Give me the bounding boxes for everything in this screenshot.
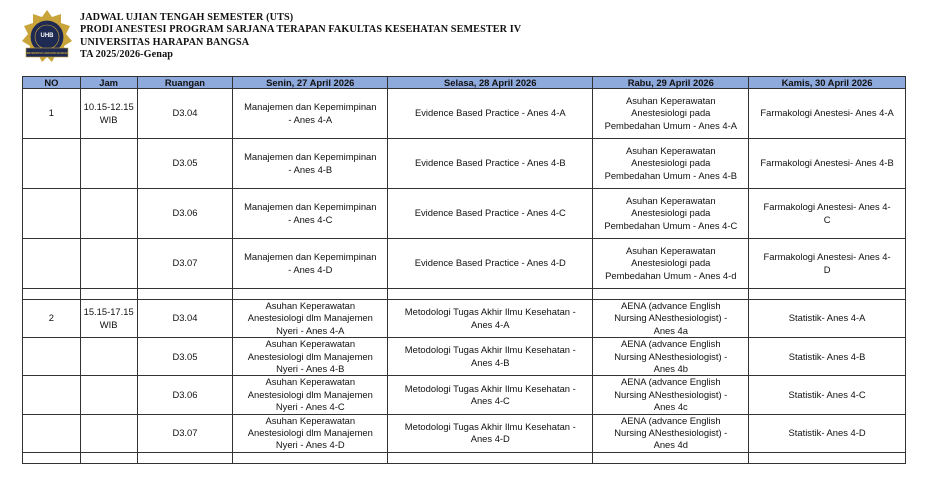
cell-text-line: Nursing ANesthesiologist) - bbox=[614, 427, 728, 439]
table-header-row bbox=[23, 77, 906, 89]
spacer-row bbox=[23, 452, 906, 463]
cell-text-line: Farmakologi Anestesi- Anes 4-B bbox=[760, 157, 894, 169]
cell-text-line: Nursing ANesthesiologist) - bbox=[614, 312, 728, 324]
cell-text-line: Anestesiologi pada bbox=[631, 107, 711, 119]
spacer-cell bbox=[388, 289, 593, 300]
cell-jam bbox=[80, 376, 137, 414]
cell-text-line: Statistik- Anes 4-D bbox=[788, 427, 866, 439]
cell-no bbox=[23, 189, 81, 239]
cell-selasa bbox=[388, 89, 593, 139]
cell-text-line: C bbox=[823, 213, 831, 225]
spacer-cell bbox=[23, 452, 81, 463]
cell-text-line: Asuhan Keperawatan bbox=[265, 338, 356, 350]
col-header-rabu: Rabu, 29 April 2026 bbox=[593, 77, 749, 89]
cell-text-line: Statistik- Anes 4-C bbox=[788, 388, 866, 400]
cell-text-line: Anestesiologi dlm Manajemen bbox=[247, 427, 373, 439]
cell-text-line: Nyeri - Anes 4-D bbox=[275, 439, 345, 451]
cell-text-line: D bbox=[823, 263, 831, 275]
cell-text-line: Metodologi Tugas Akhir Ilmu Kesehatan - bbox=[404, 344, 576, 356]
col-header-jam: Jam bbox=[80, 77, 137, 89]
spacer-cell bbox=[233, 289, 388, 300]
col-header-ruangan: Ruangan bbox=[137, 77, 233, 89]
cell-selasa bbox=[388, 414, 593, 452]
cell-no bbox=[23, 376, 81, 414]
cell-text-line: Evidence Based Practice - Anes 4-C bbox=[414, 207, 566, 219]
cell-text-line: - Anes 4-A bbox=[288, 113, 333, 125]
spacer-row bbox=[23, 289, 906, 300]
cell-text-line: AENA (advance English bbox=[621, 300, 721, 311]
spacer-cell bbox=[233, 452, 388, 463]
cell-selasa bbox=[388, 189, 593, 239]
cell-senin bbox=[233, 239, 388, 289]
cell-rabu bbox=[593, 239, 749, 289]
cell-senin bbox=[233, 89, 388, 139]
table-row bbox=[23, 338, 906, 376]
cell-text-line: Asuhan Keperawatan bbox=[625, 144, 716, 156]
cell-kamis bbox=[749, 89, 906, 139]
cell-jam: 15.15-17.15 WIB bbox=[80, 300, 137, 338]
cell-senin bbox=[233, 189, 388, 239]
cell-selasa bbox=[388, 338, 593, 376]
spacer-cell bbox=[593, 289, 749, 300]
spacer-cell bbox=[80, 452, 137, 463]
cell-text-line: AENA (advance English bbox=[621, 338, 721, 350]
cell-text-line: Manajemen dan Kepemimpinan bbox=[244, 101, 377, 113]
cell-kamis bbox=[749, 189, 906, 239]
cell-text-line: - Anes 4-B bbox=[288, 163, 333, 175]
cell-senin bbox=[233, 139, 388, 189]
cell-selasa bbox=[388, 239, 593, 289]
cell-text-line: Pembedahan Umum - Anes 4-C bbox=[604, 219, 738, 231]
cell-text-line: Asuhan Keperawatan bbox=[625, 194, 716, 206]
university-logo bbox=[22, 10, 72, 66]
cell-text-line: Statistik- Anes 4-A bbox=[788, 312, 866, 324]
col-header-selasa: Selasa, 28 April 2026 bbox=[388, 77, 593, 89]
cell-ruangan: D3.04 bbox=[137, 300, 233, 338]
table-row bbox=[23, 89, 906, 139]
cell-rabu bbox=[593, 89, 749, 139]
cell-text-line: Anes 4-C bbox=[470, 395, 510, 407]
cell-text-line: Anestesiologi dlm Manajemen bbox=[247, 388, 373, 400]
cell-jam bbox=[80, 414, 137, 452]
header-program: PRODI ANESTESI PROGRAM SARJANA TERAPAN FAKULTAS KESEHATAN SEMESTER IV bbox=[80, 24, 522, 36]
cell-text-line: - Anes 4-C bbox=[288, 213, 333, 225]
cell-jam bbox=[80, 338, 137, 376]
cell-text-line: AENA (advance English bbox=[621, 376, 721, 388]
cell-text-line: Pembedahan Umum - Anes 4-d bbox=[605, 269, 737, 281]
cell-kamis bbox=[749, 300, 906, 338]
cell-ruangan: D3.04 bbox=[137, 89, 233, 139]
cell-senin bbox=[233, 376, 388, 414]
table-row bbox=[23, 300, 906, 338]
cell-text-line: Anes 4c bbox=[653, 401, 688, 413]
cell-ruangan: D3.05 bbox=[137, 338, 233, 376]
table-row bbox=[23, 189, 906, 239]
cell-text-line: Anes 4d bbox=[653, 439, 688, 451]
cell-text-line: Pembedahan Umum - Anes 4-B bbox=[604, 169, 737, 181]
cell-text-line: Nursing ANesthesiologist) - bbox=[614, 388, 728, 400]
cell-selasa bbox=[388, 376, 593, 414]
cell-text-line: AENA (advance English bbox=[621, 414, 721, 426]
cell-selasa bbox=[388, 139, 593, 189]
cell-kamis bbox=[749, 338, 906, 376]
table-row bbox=[23, 376, 906, 414]
cell-text-line: Asuhan Keperawatan bbox=[265, 300, 356, 311]
cell-text-line: Anes 4a bbox=[653, 324, 688, 336]
spacer-cell bbox=[593, 452, 749, 463]
cell-rabu bbox=[593, 300, 749, 338]
cell-text-line: Farmakologi Anestesi- Anes 4- bbox=[763, 201, 891, 213]
spacer-cell bbox=[749, 452, 906, 463]
cell-ruangan: D3.06 bbox=[137, 376, 233, 414]
cell-text-line: Anestesiologi pada bbox=[631, 207, 711, 219]
cell-text-line: Asuhan Keperawatan bbox=[265, 376, 356, 388]
cell-text-line: Metodologi Tugas Akhir Ilmu Kesehatan - bbox=[404, 382, 576, 394]
cell-text-line: Anes 4-A bbox=[470, 318, 510, 330]
cell-jam bbox=[80, 139, 137, 189]
cell-no bbox=[23, 338, 81, 376]
cell-kamis bbox=[749, 239, 906, 289]
cell-kamis bbox=[749, 414, 906, 452]
cell-text-line: Manajemen dan Kepemimpinan bbox=[244, 251, 377, 263]
cell-rabu bbox=[593, 139, 749, 189]
cell-text-line: Nursing ANesthesiologist) - bbox=[614, 350, 728, 362]
cell-no bbox=[23, 239, 81, 289]
cell-ruangan: D3.05 bbox=[137, 139, 233, 189]
cell-no: 1 bbox=[23, 89, 81, 139]
cell-text-line: Anestesiologi pada bbox=[631, 157, 711, 169]
cell-text-line: Nyeri - Anes 4-B bbox=[276, 363, 345, 375]
cell-rabu bbox=[593, 189, 749, 239]
cell-text-line: Anestesiologi dlm Manajemen bbox=[247, 312, 373, 324]
cell-kamis bbox=[749, 376, 906, 414]
cell-text-line: Statistik- Anes 4-B bbox=[788, 350, 866, 362]
cell-text-line: Anestesiologi pada bbox=[631, 257, 711, 269]
cell-senin bbox=[233, 414, 388, 452]
col-header-senin: Senin, 27 April 2026 bbox=[233, 77, 388, 89]
cell-text-line: Asuhan Keperawatan bbox=[265, 414, 356, 426]
cell-rabu bbox=[593, 376, 749, 414]
cell-text-line: Asuhan Keperawatan bbox=[625, 244, 716, 256]
logo-text: UHB bbox=[40, 33, 54, 39]
cell-text-line: Asuhan Keperawatan bbox=[625, 94, 716, 106]
cell-ruangan: D3.07 bbox=[137, 239, 233, 289]
exam-schedule-table bbox=[22, 76, 906, 464]
cell-text-line: Manajemen dan Kepemimpinan bbox=[244, 201, 377, 213]
cell-selasa bbox=[388, 300, 593, 338]
cell-text-line: Evidence Based Practice - Anes 4-D bbox=[414, 257, 566, 269]
header-title: JADWAL UJIAN TENGAH SEMESTER (UTS) bbox=[80, 12, 294, 23]
spacer-cell bbox=[749, 289, 906, 300]
cell-text-line: Metodologi Tugas Akhir Ilmu Kesehatan - bbox=[404, 306, 576, 318]
cell-kamis bbox=[749, 139, 906, 189]
spacer-cell bbox=[388, 452, 593, 463]
cell-text-line: Nyeri - Anes 4-C bbox=[275, 401, 345, 413]
cell-text-line: Anes 4-D bbox=[470, 433, 510, 445]
cell-text-line: Pembedahan Umum - Anes 4-A bbox=[604, 119, 737, 131]
col-header-kamis: Kamis, 30 April 2026 bbox=[749, 77, 906, 89]
cell-text-line: Anes 4-B bbox=[470, 356, 510, 368]
cell-no bbox=[23, 414, 81, 452]
cell-text-line: Evidence Based Practice - Anes 4-B bbox=[414, 157, 566, 169]
spacer-cell bbox=[137, 452, 233, 463]
cell-text-line: Evidence Based Practice - Anes 4-A bbox=[414, 107, 566, 119]
spacer-cell bbox=[23, 289, 81, 300]
cell-text-line: - Anes 4-D bbox=[288, 263, 333, 275]
cell-text-line: Anes 4b bbox=[653, 363, 688, 375]
cell-no: 2 bbox=[23, 300, 81, 338]
cell-jam bbox=[80, 239, 137, 289]
cell-rabu bbox=[593, 338, 749, 376]
header-university: UNIVERSITAS HARAPAN BANGSA bbox=[80, 36, 250, 48]
cell-senin bbox=[233, 300, 388, 338]
cell-ruangan: D3.07 bbox=[137, 414, 233, 452]
table-row bbox=[23, 239, 906, 289]
cell-senin bbox=[233, 338, 388, 376]
cell-text-line: Anestesiologi dlm Manajemen bbox=[247, 350, 373, 362]
cell-text-line: Manajemen dan Kepemimpinan bbox=[244, 151, 377, 163]
table-row bbox=[23, 139, 906, 189]
document-header bbox=[80, 12, 521, 62]
cell-text-line: Farmakologi Anestesi- Anes 4- bbox=[763, 251, 891, 263]
table-row bbox=[23, 414, 906, 452]
header-academic-year: TA 2025/2026-Genap bbox=[80, 49, 174, 61]
cell-ruangan: D3.06 bbox=[137, 189, 233, 239]
cell-text-line: Farmakologi Anestesi- Anes 4-A bbox=[760, 107, 894, 119]
cell-jam bbox=[80, 189, 137, 239]
spacer-cell bbox=[80, 289, 137, 300]
cell-text-line: Nyeri - Anes 4-A bbox=[276, 324, 345, 336]
cell-no bbox=[23, 139, 81, 189]
col-header-no: NO bbox=[23, 77, 81, 89]
cell-text-line: Metodologi Tugas Akhir Ilmu Kesehatan - bbox=[404, 420, 576, 432]
cell-jam: 10.15-12.15 WIB bbox=[80, 89, 137, 139]
spacer-cell bbox=[137, 289, 233, 300]
logo-caption: UNIVERSITAS HARAPAN BANGSA bbox=[25, 52, 69, 55]
cell-rabu bbox=[593, 414, 749, 452]
